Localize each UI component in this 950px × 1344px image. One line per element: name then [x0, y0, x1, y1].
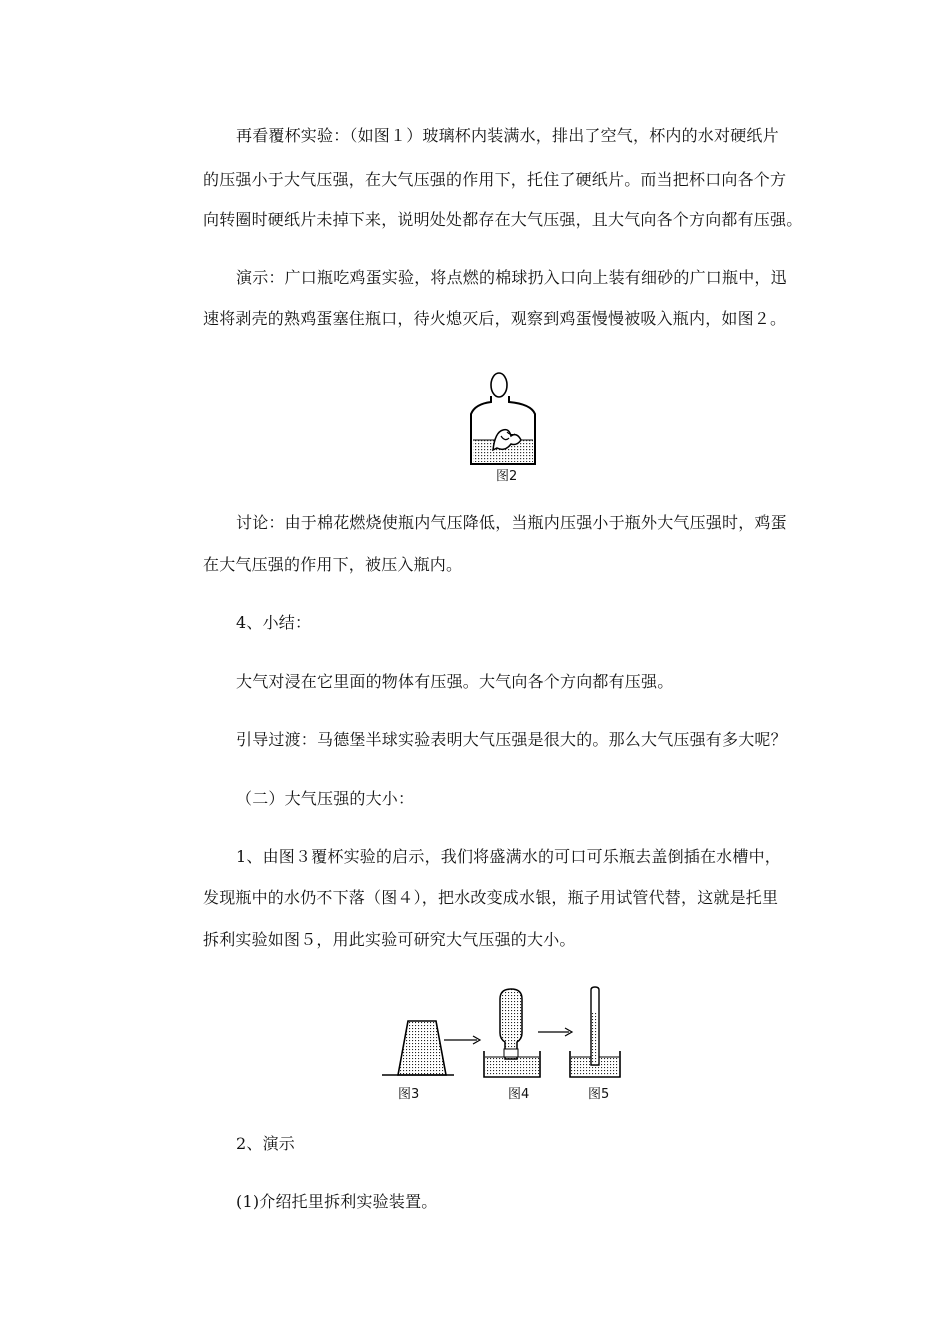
- figure-4-label: 图4: [508, 1087, 530, 1102]
- figure-4-bottle: [484, 989, 540, 1077]
- arrow-1: [444, 1036, 480, 1044]
- figure-2-label: 图2: [496, 469, 518, 484]
- paragraph-2-line-1: 演示：广口瓶吃鸡蛋实验，将点燃的棉球扔入口向上装有细砂的广口瓶中，迅: [236, 268, 787, 287]
- paragraph-2-line-2: 速将剥壳的熟鸡蛋塞住瓶口，待火熄灭后，观察到鸡蛋慢慢被吸入瓶内，如图２。: [203, 309, 787, 328]
- paragraph-3-line-1: 讨论：由于棉花燃烧使瓶内气压降低，当瓶内压强小于瓶外大气压强时，鸡蛋: [236, 513, 787, 532]
- demo-item-1: (1)介绍托里拆利实验装置。: [236, 1192, 438, 1211]
- paragraph-3-line-2: 在大气压强的作用下，被压入瓶内。: [203, 555, 463, 574]
- summary-text: 大气对浸在它里面的物体有压强。大气向各个方向都有压强。: [236, 672, 674, 691]
- figure-5-torricelli: [570, 987, 620, 1077]
- demo-heading: 2、演示: [236, 1134, 295, 1153]
- paragraph-8-line-1: 1、由图３覆杯实验的启示，我们将盛满水的可口可乐瓶去盖倒插在水槽中，: [236, 847, 781, 866]
- paragraph-8-line-2: 发现瓶中的水仍不下落（图４），把水改变成水银，瓶子用试管代替，这就是托里: [203, 888, 779, 907]
- paragraph-8-line-3: 拆利实验如图５，用此实验可研究大气压强的大小。: [203, 930, 576, 949]
- figure-5-label: 图5: [588, 1087, 610, 1102]
- paragraph-1-line-3: 向转圈时硬纸片未掉下来，说明处处都存在大气压强，且大气向各个方向都有压强。: [203, 210, 803, 229]
- figures-3-4-5-diagram: [378, 985, 638, 1085]
- figure-3-cup: [382, 1021, 454, 1075]
- section-heading: （二）大气压强的大小：: [236, 789, 415, 808]
- paragraph-1-line-1: 再看覆杯实验：（如图１）玻璃杯内装满水，排出了空气，杯内的水对硬纸片: [236, 126, 779, 145]
- transition-text: 引导过渡：马德堡半球实验表明大气压强是很大的。那么大气压强有多大呢？: [236, 730, 787, 749]
- figure-3-label: 图3: [398, 1087, 420, 1102]
- figure-2-bottle-egg-diagram: [465, 370, 545, 470]
- paragraph-1-line-2: 的压强小于大气压强，在大气压强的作用下，托住了硬纸片。而当把杯口向各个方: [203, 170, 787, 189]
- summary-heading: 4、小结：: [236, 613, 312, 632]
- arrow-2: [538, 1028, 572, 1036]
